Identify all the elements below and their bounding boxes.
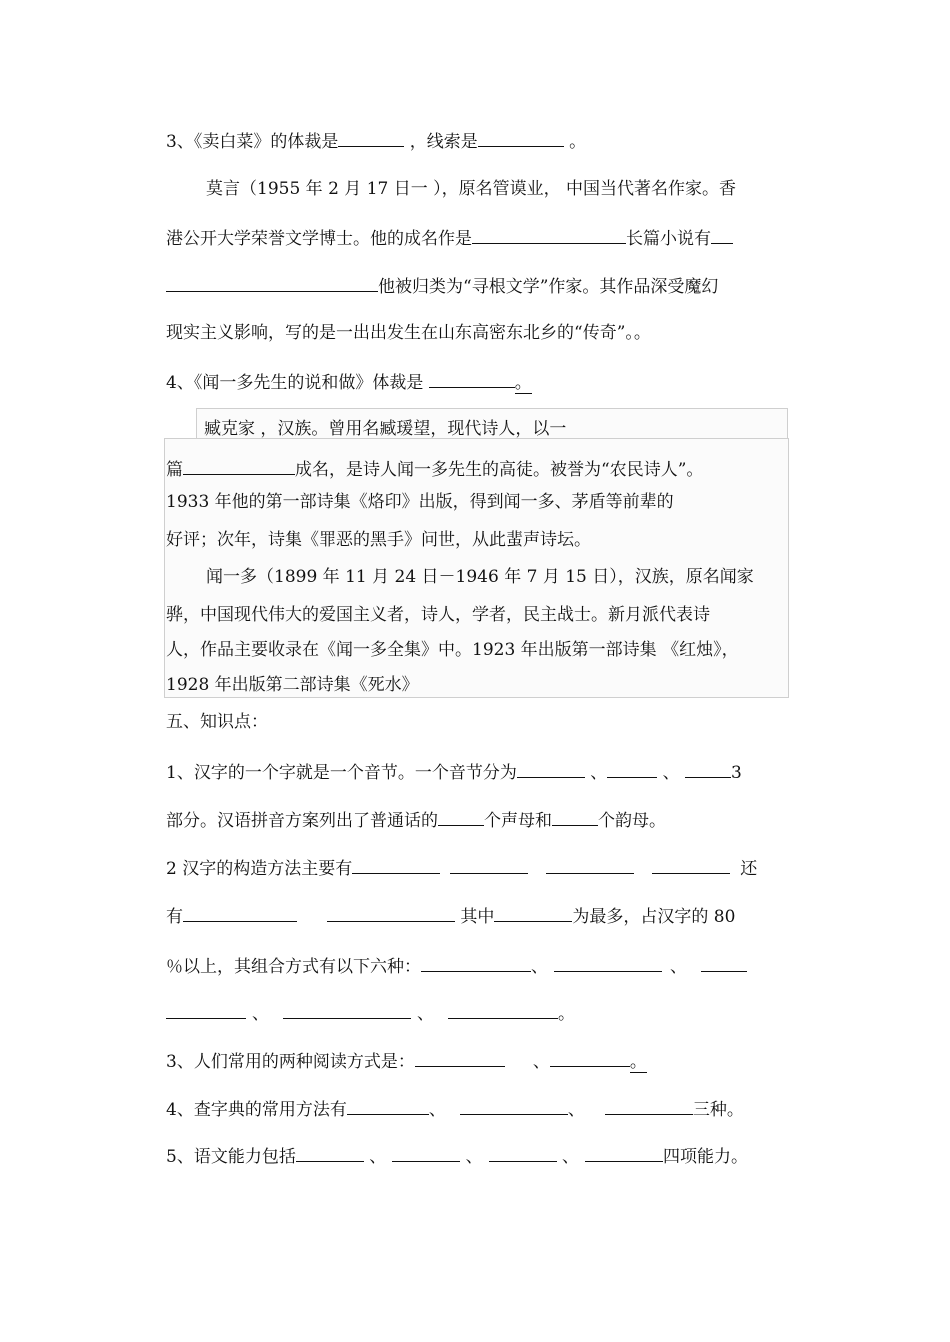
k4-sep: 、 xyxy=(567,1100,585,1120)
blank[interactable] xyxy=(652,855,730,874)
moyan-line-3 xyxy=(166,273,718,299)
blank[interactable] xyxy=(296,1143,364,1162)
k2-sep: 、 xyxy=(531,957,548,977)
blank[interactable] xyxy=(517,759,585,778)
blank[interactable] xyxy=(607,759,657,778)
knowledge-3 xyxy=(166,1048,647,1074)
blank[interactable] xyxy=(494,903,572,922)
zangkejia-text: 篇 xyxy=(166,460,183,480)
moyan-line-1: 莫言（1955 年 2 月 17 日一 ），原名管谟业， 中国当代著名作家。香 xyxy=(206,179,737,199)
blank[interactable] xyxy=(352,855,440,874)
k1-text: 个声母和 xyxy=(484,811,552,831)
blank[interactable] xyxy=(166,1000,246,1019)
q3-end: 。 xyxy=(563,132,587,152)
k4-end: 三种。 xyxy=(692,1100,744,1120)
blank[interactable] xyxy=(448,1000,558,1019)
section-title: 五、知识点： xyxy=(166,712,268,732)
k1-sep: 、 xyxy=(657,763,680,783)
blank[interactable] xyxy=(450,855,528,874)
blank[interactable] xyxy=(460,1096,568,1115)
knowledge-2-line-3 xyxy=(166,953,747,979)
moyan-text: 港公开大学荣誉文学博士。他的成名作是 xyxy=(166,229,472,249)
blank[interactable] xyxy=(550,1048,630,1067)
k5-sep: 、 xyxy=(556,1147,580,1167)
k2-sep: 、 xyxy=(670,957,687,977)
question-3 xyxy=(166,128,586,154)
question-4 xyxy=(166,369,532,395)
blank[interactable] xyxy=(347,1096,429,1115)
blank[interactable] xyxy=(338,128,404,147)
k2-end: 。 xyxy=(558,1004,575,1024)
k2-text: 为最多，占汉字的 80 xyxy=(572,907,736,927)
moyan-line-2 xyxy=(166,225,733,251)
k5-end: 四项能力。 xyxy=(663,1147,749,1167)
blank[interactable] xyxy=(183,903,297,922)
wenyiduo-line-3: 人，作品主要收录在《闻一多全集》中。1923 年出版第一部诗集 《红烛》， xyxy=(166,640,739,660)
blank[interactable] xyxy=(183,456,295,475)
knowledge-1-line-1 xyxy=(166,759,742,785)
zangkejia-line-3: 1933 年他的第一部诗集《烙印》出版，得到闻一多、茅盾等前辈的 xyxy=(166,492,674,512)
k4-sep: 、 xyxy=(428,1100,446,1120)
k1-text: 个韵母。 xyxy=(598,811,666,831)
blank[interactable] xyxy=(546,855,634,874)
k2-text: ％以上，其组合方式有以下六种： xyxy=(166,957,421,977)
zangkejia-line-2 xyxy=(166,456,703,482)
knowledge-5 xyxy=(166,1143,748,1169)
k5-sep: 、 xyxy=(363,1147,387,1167)
blank[interactable] xyxy=(585,1143,663,1162)
k3-sep: 、 xyxy=(532,1052,550,1072)
k3-text: 3、人们常用的两种阅读方式是： xyxy=(166,1052,415,1072)
k2-text: 其中 xyxy=(460,907,495,927)
blank[interactable] xyxy=(327,903,455,922)
knowledge-1-line-2 xyxy=(166,807,666,833)
knowledge-4 xyxy=(166,1096,744,1122)
knowledge-2-line-4 xyxy=(166,1000,575,1026)
blank[interactable] xyxy=(489,1143,557,1162)
blank[interactable] xyxy=(415,1048,505,1067)
k2-text: 还 xyxy=(740,859,758,879)
k3-end: 。 xyxy=(629,1052,647,1072)
q4-prefix: 4、《闻一多先生的说和做》体裁是 xyxy=(166,373,424,393)
zangkejia-text: 成名，是诗人闻一多先生的高徒。被誉为“农民诗人”。 xyxy=(295,460,704,480)
blank[interactable] xyxy=(438,807,484,826)
blank[interactable] xyxy=(421,953,531,972)
k1-text: 3 xyxy=(731,763,742,783)
moyan-text: 他被归类为“寻根文学”作家。其作品深受魔幻 xyxy=(378,277,719,297)
knowledge-2-line-1 xyxy=(166,855,757,881)
k2-sep: 、 xyxy=(252,1004,269,1024)
wenyiduo-line-4: 1928 年出版第二部诗集《死水》 xyxy=(166,675,419,695)
q3-mid: ，线索是 xyxy=(404,132,478,152)
moyan-text: 长篇小说有 xyxy=(626,229,711,249)
zangkejia-line-4: 好评；次年，诗集《罪恶的黑手》问世，从此蜚声诗坛。 xyxy=(166,530,591,550)
blank[interactable] xyxy=(685,759,731,778)
blank[interactable] xyxy=(701,953,747,972)
blank[interactable] xyxy=(554,953,662,972)
k2-text: 有 xyxy=(166,907,183,927)
blank[interactable] xyxy=(711,225,733,244)
moyan-line-4: 现实主义影响，写的是一出出发生在山东高密东北乡的“传奇”。。 xyxy=(166,323,651,343)
blank[interactable] xyxy=(283,1000,411,1019)
k4-text: 4、查字典的常用方法有 xyxy=(166,1100,347,1120)
blank[interactable] xyxy=(166,273,378,292)
blank[interactable] xyxy=(429,369,515,388)
q4-end: 。 xyxy=(514,373,532,393)
wenyiduo-line-2: 骅，中国现代伟大的爱国主义者，诗人，学者，民主战士。新月派代表诗 xyxy=(166,605,710,625)
blank[interactable] xyxy=(392,1143,460,1162)
k2-sep: 、 xyxy=(417,1004,434,1024)
wenyiduo-line-1: 闻一多（1899 年 11 月 24 日－1946 年 7 月 15 日），汉族，原名闻家 xyxy=(206,567,754,587)
k1-text: 部分。汉语拼音方案列出了普通话的 xyxy=(166,811,438,831)
k5-text: 5、语文能力包括 xyxy=(166,1147,296,1167)
blank[interactable] xyxy=(552,807,598,826)
k1-sep: 、 xyxy=(584,763,608,783)
k1-text: 1、汉字的一个字就是一个音节。一个音节分为 xyxy=(166,763,517,783)
k2-text: 2 汉字的构造方法主要有 xyxy=(166,859,353,879)
q3-prefix: 3、《卖白菜》的体裁是 xyxy=(166,132,339,152)
blank[interactable] xyxy=(478,128,564,147)
k5-sep: 、 xyxy=(460,1147,483,1167)
blank[interactable] xyxy=(472,225,626,244)
blank[interactable] xyxy=(605,1096,693,1115)
knowledge-2-line-2 xyxy=(166,903,735,929)
zangkejia-line-1: 臧克家 ，汉族。曾用名臧瑗望，现代诗人，以一 xyxy=(204,419,567,439)
